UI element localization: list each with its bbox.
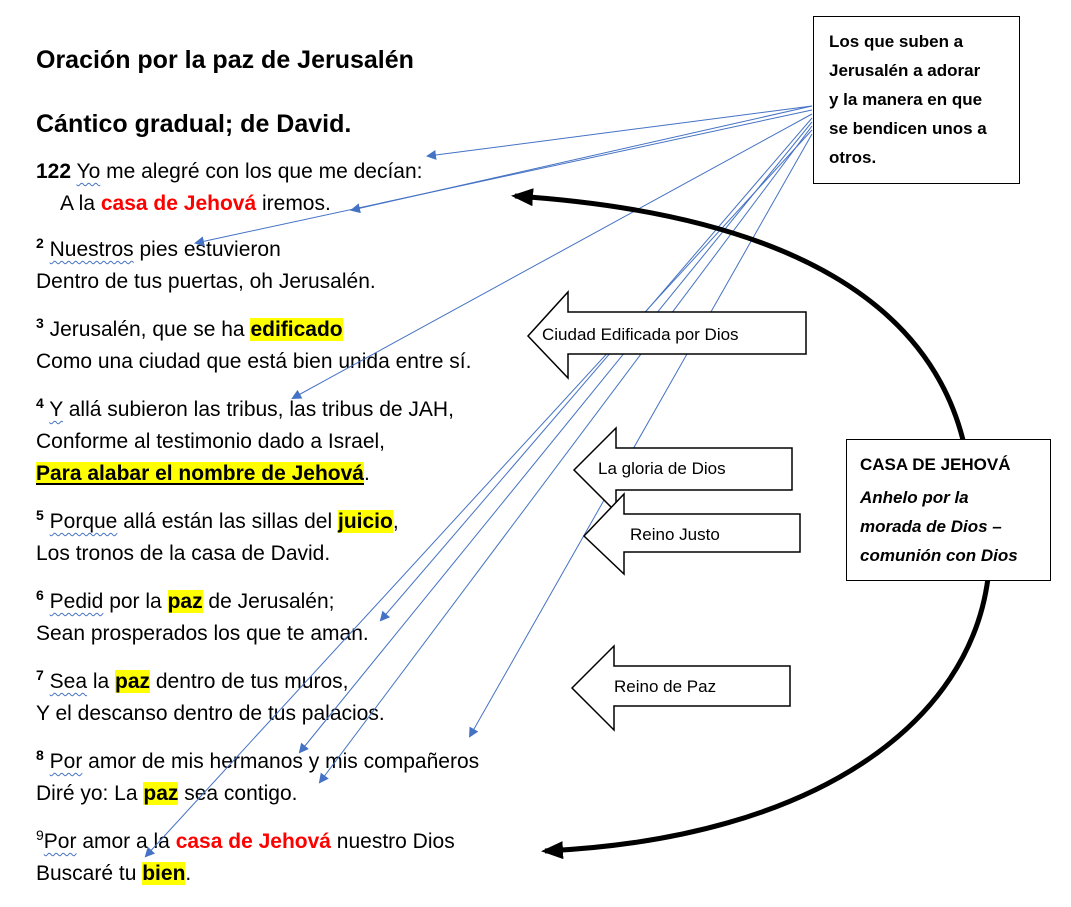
- verse-6-line-1: $^6$ Pedid por la paz de Jerusalén;: [36, 587, 335, 613]
- verse-1-line-1: 122 Yo me alegré con los que me decían:: [36, 160, 423, 183]
- verse-7-line-1: $^7$ Sea la paz dentro de tus muros,: [36, 667, 349, 693]
- callout-top-line: y la manera en que: [829, 90, 983, 109]
- callout-top-line: Los que suben a: [829, 32, 964, 51]
- arrow-label-paz: Reino de Paz: [614, 677, 717, 696]
- verse-5-line-2: Los tronos de la casa de David.: [36, 542, 331, 565]
- callout-top-line: se bendicen unos a: [829, 119, 987, 138]
- arrow-label-justo: Reino Justo: [630, 525, 720, 544]
- verse-9-line-1: $^9$Por amor a la casa de Jehová nuestro Dios: [36, 827, 455, 853]
- verse-8-line-2: Diré yo: La paz sea contigo.: [36, 782, 298, 805]
- callout-casa-jehova: [846, 439, 1051, 581]
- connector-line: [146, 130, 812, 856]
- page-subtitle: Cántico gradual; de David.: [36, 110, 352, 138]
- arrow-label-ciudad: Ciudad Edificada por Dios: [542, 325, 739, 344]
- connector-line: [428, 106, 812, 156]
- callout-top: [813, 16, 1020, 184]
- verse-number: 122: [36, 160, 72, 183]
- verse-9-line-2: Buscaré tu bien.: [36, 862, 192, 885]
- callout-casa-line: Anhelo por la: [860, 488, 969, 507]
- verse-4-line-3: Para alabar el nombre de Jehová.: [36, 462, 370, 485]
- callout-casa-line: morada de Dios –: [860, 517, 1002, 536]
- page-title: Oración por la paz de Jerusalén: [36, 46, 414, 74]
- verse-5-line-1: $^5$ Porque allá están las sillas del juicio,: [36, 507, 399, 533]
- verse-4-line-1: $^4$ Y allá subieron las tribus, las tribus de JAH,: [36, 395, 454, 421]
- callout-top-line: otros.: [829, 148, 877, 167]
- verse-8-line-1: $^8$ Por amor de mis hermanos y mis compañeros: [36, 747, 480, 773]
- connector-line: [470, 134, 812, 736]
- connector-line: [196, 110, 812, 243]
- verse-3-line-2: Como una ciudad que está bien unida entre sí.: [36, 350, 472, 373]
- verse-2-line-2: Dentro de tus puertas, oh Jerusalén.: [36, 270, 376, 293]
- callout-casa-line: comunión con Dios: [860, 546, 1018, 565]
- verse-3-line-1: $^3$ Jerusalén, que se ha edificado: [36, 315, 343, 341]
- callout-top-line: Jerusalén a adorar: [829, 61, 981, 80]
- callout-casa-title: CASA DE JEHOVÁ: [860, 455, 1011, 474]
- verse-2-line-1: $^2$ Nuestros pies estuvieron: [36, 235, 281, 261]
- verse-6-line-2: Sean prosperados los que te aman.: [36, 622, 369, 645]
- verse-4-line-2: Conforme al testimonio dado a Israel,: [36, 430, 386, 453]
- verse-7-line-2: Y el descanso dentro de tus palacios.: [36, 702, 385, 725]
- arrow-label-gloria: La gloria de Dios: [598, 459, 726, 478]
- connector-line: [300, 122, 812, 752]
- verse-1-line-2: A la casa de Jehová iremos.: [60, 192, 331, 215]
